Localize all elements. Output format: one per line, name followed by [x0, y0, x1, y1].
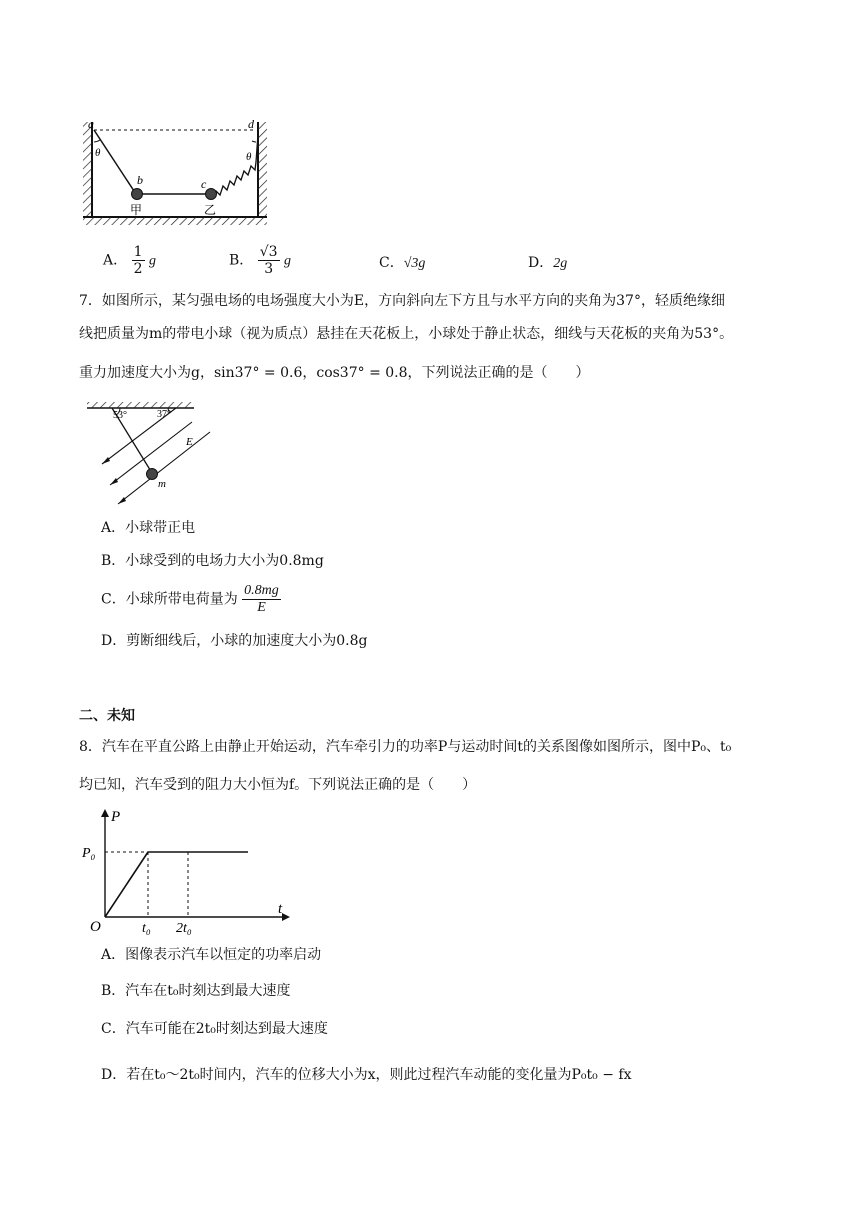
svg-text:乙: 乙	[204, 203, 217, 217]
svg-text:d: d	[248, 117, 254, 131]
q6-option-d[interactable]: D．2g	[528, 255, 568, 271]
ball-yi	[206, 189, 217, 200]
svg-text:甲: 甲	[130, 203, 143, 217]
q7-stem-line3: 重力加速度大小为g，sin37° = 0.6，cos37° = 0.8，下列说法正确的是（ ）	[79, 365, 590, 381]
svg-text:E: E	[186, 436, 193, 448]
svg-text:m: m	[158, 478, 166, 490]
q7-stem-line1: 7．如图所示，某匀强电场的电场强度大小为E，方向斜向左下方且与水平方向的夹角为37°，轻质绝缘细	[79, 293, 725, 309]
q8-option-a[interactable]: A．图像表示汽车以恒定的功率启动	[101, 947, 322, 963]
svg-text:θ: θ	[95, 147, 101, 159]
svg-text:t: t	[278, 901, 283, 917]
svg-text:37°: 37°	[157, 409, 171, 420]
svg-text:a: a	[88, 117, 94, 131]
q8-graph	[80, 805, 296, 935]
svg-text:53°: 53°	[113, 410, 127, 421]
q7-option-a[interactable]: A．小球带正电	[101, 520, 196, 536]
q6-figure	[80, 112, 280, 228]
q7-option-b[interactable]: B．小球受到的电场力大小为0.8mg	[101, 553, 324, 569]
svg-text:P: P	[111, 809, 121, 825]
q7-option-d[interactable]: D．剪断细线后，小球的加速度大小为0.8g	[101, 633, 368, 649]
rope-ab	[94, 130, 136, 194]
power-ramp	[105, 852, 148, 917]
q7-option-c[interactable]: C．小球所带电荷量为 $\frac{0.8mg}{E}$	[101, 583, 279, 615]
section-title: 二、未知	[79, 708, 135, 724]
fraction: $\frac{1}{2}$	[133, 244, 143, 277]
svg-text:c: c	[201, 177, 207, 191]
svg-text:2t₀: 2t₀	[176, 921, 192, 935]
svg-text:P₀: P₀	[82, 846, 96, 861]
svg-text:O: O	[90, 919, 101, 935]
ball-m	[147, 469, 158, 480]
q7-stem-line2: 线把质量为m的带电小球（视为质点）悬挂在天花板上，小球处于静止状态，细线与天花板的夹角为53°。	[79, 326, 734, 342]
q8-option-d[interactable]: D．若在t₀～2t₀时间内，汽车的位移大小为x，则此过程汽车动能的变化量为P₀t₀ − fx	[101, 1067, 632, 1083]
fraction: $\frac{0.8mg}{E}$	[244, 583, 279, 615]
q6-option-b[interactable]: B． $\frac{√3}{3}$ g	[229, 244, 292, 277]
q6-option-c[interactable]: C．√3g	[379, 255, 426, 271]
q6-option-a[interactable]: A． $\frac{1}{2}$ g	[103, 244, 156, 277]
fraction: $\frac{√3}{3}$	[259, 244, 278, 277]
svg-text:t₀: t₀	[142, 921, 151, 935]
q8-option-c[interactable]: C．汽车可能在2t₀时刻达到最大速度	[101, 1021, 328, 1037]
spring-cd	[212, 134, 258, 195]
q7-figure	[82, 400, 212, 510]
ball-jia	[132, 189, 143, 200]
q8-stem-line2: 均已知，汽车受到的阻力大小恒为f。下列说法正确的是（ ）	[79, 777, 477, 793]
svg-text:θ: θ	[246, 151, 252, 163]
q8-option-b[interactable]: B．汽车在t₀时刻达到最大速度	[101, 983, 291, 999]
svg-text:b: b	[137, 173, 143, 187]
q8-stem-line1: 8．汽车在平直公路上由静止开始运动，汽车牵引力的功率P与运动时间t的关系图像如图所示，图中P₀、t₀	[79, 739, 732, 755]
